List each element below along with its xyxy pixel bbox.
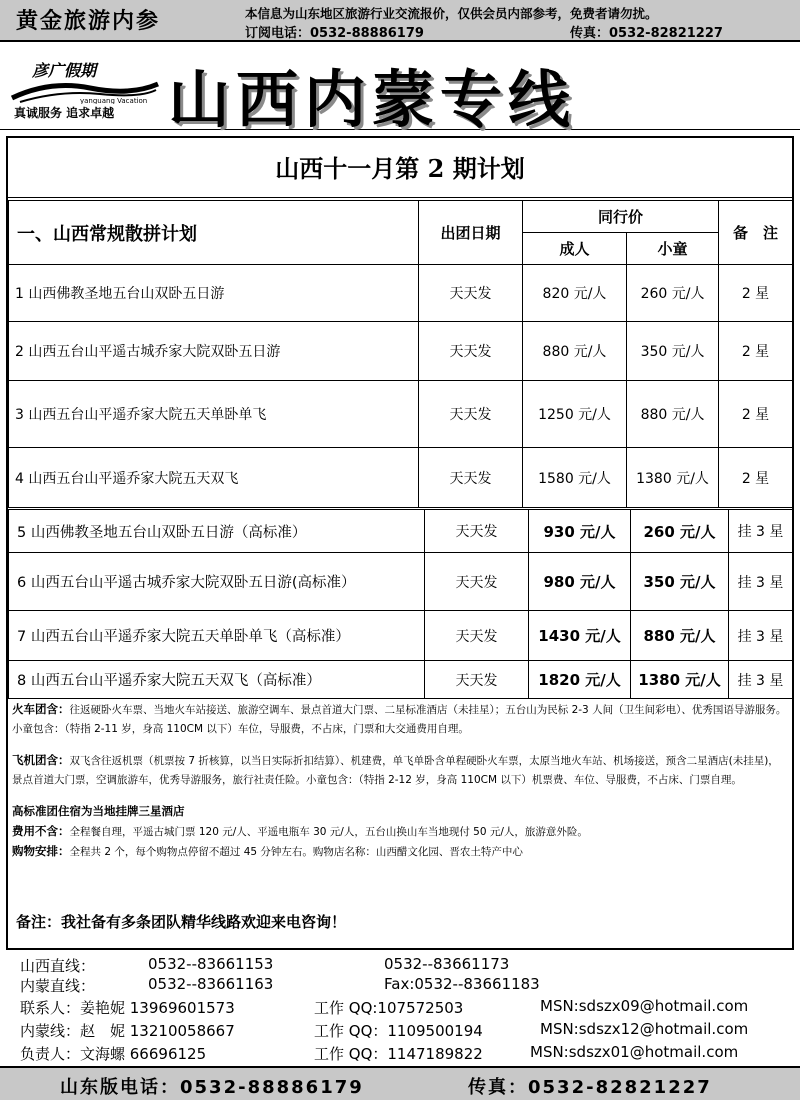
route-name: 5 山西佛教圣地五台山双卧五日游（高标准） bbox=[9, 510, 425, 553]
route-child-price: 880 元/人 bbox=[631, 611, 729, 661]
route-remark: 2 星 bbox=[719, 322, 793, 381]
train-text: 往返硬卧火车票、当地火车站接送、旅游空调车、景点首道大门票、二星标准酒店（未挂星）；五台山为民标 2-3 人间（卫生间彩电）、优秀国语导游服务。小童包含：（特指 2-11 岁，身高 110CM 以下）车位，导服费，不占床，门票和大交通费用自理。 bbox=[12, 704, 787, 735]
route-remark: 2 星 bbox=[719, 381, 793, 448]
page-footer bbox=[0, 1066, 800, 1100]
logo-swoosh-icon bbox=[10, 78, 160, 104]
route-name: 8 山西五台山平遥乔家大院五天双飞（高标准） bbox=[9, 661, 425, 699]
route-remark: 2 星 bbox=[719, 265, 793, 322]
hotel-note bbox=[12, 802, 788, 822]
contact-msn: MSN:sdszx01@hotmail.com bbox=[530, 1043, 739, 1061]
route-adult-price: 820 元/人 bbox=[523, 265, 627, 322]
plane-label: 飞机团含： bbox=[12, 753, 70, 767]
route-child-price: 260 元/人 bbox=[627, 265, 719, 322]
remark-header: 备 注 bbox=[719, 201, 793, 265]
contact-qq: 工作 QQ：1147189822 bbox=[314, 1045, 483, 1063]
exclusions-label: 费用不含： bbox=[12, 824, 70, 838]
table-row bbox=[9, 322, 793, 381]
child-header: 小童 bbox=[627, 233, 719, 265]
footer-phone: 山东版电话：0532-88886179 bbox=[60, 1077, 364, 1098]
route-name: 6 山西五台山平遥古城乔家大院双卧五日游(高标准） bbox=[9, 553, 425, 611]
route-adult-price: 1250 元/人 bbox=[523, 381, 627, 448]
route-date: 天天发 bbox=[425, 510, 529, 553]
route-name: 4 山西五台山平遥乔家大院五天双飞 bbox=[9, 448, 419, 508]
price-header: 同行价 bbox=[523, 201, 719, 233]
contact-qq: 工作 QQ:107572503 bbox=[314, 999, 464, 1017]
route-adult-price: 980 元/人 bbox=[529, 553, 631, 611]
route-remark: 挂 3 星 bbox=[729, 553, 793, 611]
logo-name: 彦广假期 bbox=[32, 61, 97, 80]
exclusions-text: 全程餐自理，平遥古城门票 120 元/人、平遥电瓶车 30 元/人，五台山换山车当地现付 50 元/人，旅游意外险。 bbox=[69, 826, 588, 838]
contact-msn: MSN:sdszx09@hotmail.com bbox=[540, 997, 749, 1015]
company-logo bbox=[10, 58, 160, 124]
premium-routes-table bbox=[8, 509, 793, 699]
route-child-price: 260 元/人 bbox=[631, 510, 729, 553]
route-adult-price: 930 元/人 bbox=[529, 510, 631, 553]
adult-header: 成人 bbox=[523, 233, 627, 265]
table-row bbox=[9, 510, 793, 553]
date-header: 出团日期 bbox=[419, 201, 523, 265]
route-date: 天天发 bbox=[425, 661, 529, 699]
shopping-label: 购物安排： bbox=[12, 844, 70, 858]
disclaimer-text: 本信息为山东地区旅游行业交流报价，仅供会员内部参考，免费者请勿扰。 bbox=[245, 6, 658, 21]
shanxi-phone-1: 0532--83661153 bbox=[148, 955, 274, 973]
route-name: 2 山西五台山平遥古城乔家大院双卧五日游 bbox=[9, 322, 419, 381]
plane-text: 双飞含往返机票（机票按 7 折核算，以当日实际折扣结算）、机建费，单飞单卧含单程硬卧火车票，太原当地火车站、机场接送，预含二星酒店(未挂星)，景点首道大门票，空调旅游车，优秀导游服务，旅行社责任险。小童包含：（特指 2-12 岁，身高 110CM 以下）机票费、车位、导服费，不占床、门票自理。 bbox=[12, 755, 779, 786]
subscription-fax: 传真：0532-82821227 bbox=[570, 26, 723, 41]
route-child-price: 1380 元/人 bbox=[631, 661, 729, 699]
publication-brand: 黄金旅游内参 bbox=[16, 9, 161, 34]
route-adult-price: 880 元/人 bbox=[523, 322, 627, 381]
contact-person: 联系人：姜艳妮 13969601573 bbox=[20, 999, 235, 1017]
table-row bbox=[9, 381, 793, 448]
logo-slogan: 真诚服务 追求卓越 bbox=[14, 106, 115, 120]
route-name: 3 山西五台山平遥乔家大院五天单卧单飞 bbox=[9, 381, 419, 448]
route-child-price: 1380 元/人 bbox=[627, 448, 719, 508]
table-row bbox=[9, 661, 793, 699]
contact-qq: 工作 QQ：1109500194 bbox=[314, 1022, 483, 1040]
footer-fax: 传真：0532-82821227 bbox=[468, 1077, 712, 1098]
contact-person: 负责人：文海螺 66696125 bbox=[20, 1045, 207, 1063]
route-date: 天天发 bbox=[419, 381, 523, 448]
top-banner bbox=[0, 0, 800, 42]
neimeng-fax: Fax:0532--83661183 bbox=[384, 975, 540, 993]
standard-routes-table bbox=[8, 200, 793, 508]
shanxi-label: 山西直线： bbox=[20, 957, 96, 975]
route-adult-price: 1820 元/人 bbox=[529, 661, 631, 699]
neimeng-label: 内蒙直线： bbox=[20, 977, 96, 995]
route-date: 天天发 bbox=[425, 553, 529, 611]
route-child-price: 880 元/人 bbox=[627, 381, 719, 448]
route-child-price: 350 元/人 bbox=[631, 553, 729, 611]
table-row bbox=[9, 448, 793, 508]
route-adult-price: 1430 元/人 bbox=[529, 611, 631, 661]
plane-note bbox=[12, 751, 788, 790]
neimeng-phone: 0532--83661163 bbox=[148, 975, 274, 993]
train-note bbox=[12, 700, 788, 739]
route-date: 天天发 bbox=[419, 448, 523, 508]
table-row bbox=[9, 553, 793, 611]
route-child-price: 350 元/人 bbox=[627, 322, 719, 381]
route-remark: 挂 3 星 bbox=[729, 611, 793, 661]
page-title: 山西内蒙专线 bbox=[168, 63, 577, 136]
section-heading: 一、山西常规散拼计划 bbox=[9, 201, 419, 265]
table-row bbox=[9, 265, 793, 322]
route-name: 7 山西五台山平遥乔家大院五天单卧单飞（高标准） bbox=[9, 611, 425, 661]
exclusions-note bbox=[12, 822, 788, 842]
route-date: 天天发 bbox=[419, 265, 523, 322]
logo-sub: yanguang Vacation bbox=[80, 97, 148, 104]
train-label: 火车团含： bbox=[12, 702, 70, 716]
route-remark: 挂 3 星 bbox=[729, 661, 793, 699]
route-name: 1 山西佛教圣地五台山双卧五日游 bbox=[9, 265, 419, 322]
page-header bbox=[0, 44, 800, 136]
plan-title: 山西十一月第 2 期计划 bbox=[8, 140, 792, 198]
route-remark: 挂 3 星 bbox=[729, 510, 793, 553]
shopping-text: 全程共 2 个，每个购物点停留不超过 45 分钟左右。购物店名称：山西醋文化园、晋农土特产中心 bbox=[69, 846, 523, 858]
contact-person: 内蒙线：赵 妮 13210058667 bbox=[20, 1022, 235, 1040]
shanxi-phone-2: 0532--83661173 bbox=[384, 955, 510, 973]
table-row bbox=[9, 611, 793, 661]
route-adult-price: 1580 元/人 bbox=[523, 448, 627, 508]
route-date: 天天发 bbox=[425, 611, 529, 661]
hotel-text: 高标准团住宿为当地挂牌三星酒店 bbox=[12, 804, 185, 818]
route-remark: 2 星 bbox=[719, 448, 793, 508]
route-date: 天天发 bbox=[419, 322, 523, 381]
contact-msn: MSN:sdszx12@hotmail.com bbox=[540, 1020, 749, 1038]
remark-banner: 备注：我社备有多条团队精华线路欢迎来电咨询！ bbox=[16, 913, 347, 931]
terms-notes bbox=[12, 700, 788, 862]
shopping-note bbox=[12, 842, 788, 862]
subscription-phone: 订阅电话：0532-88886179 bbox=[245, 26, 424, 41]
